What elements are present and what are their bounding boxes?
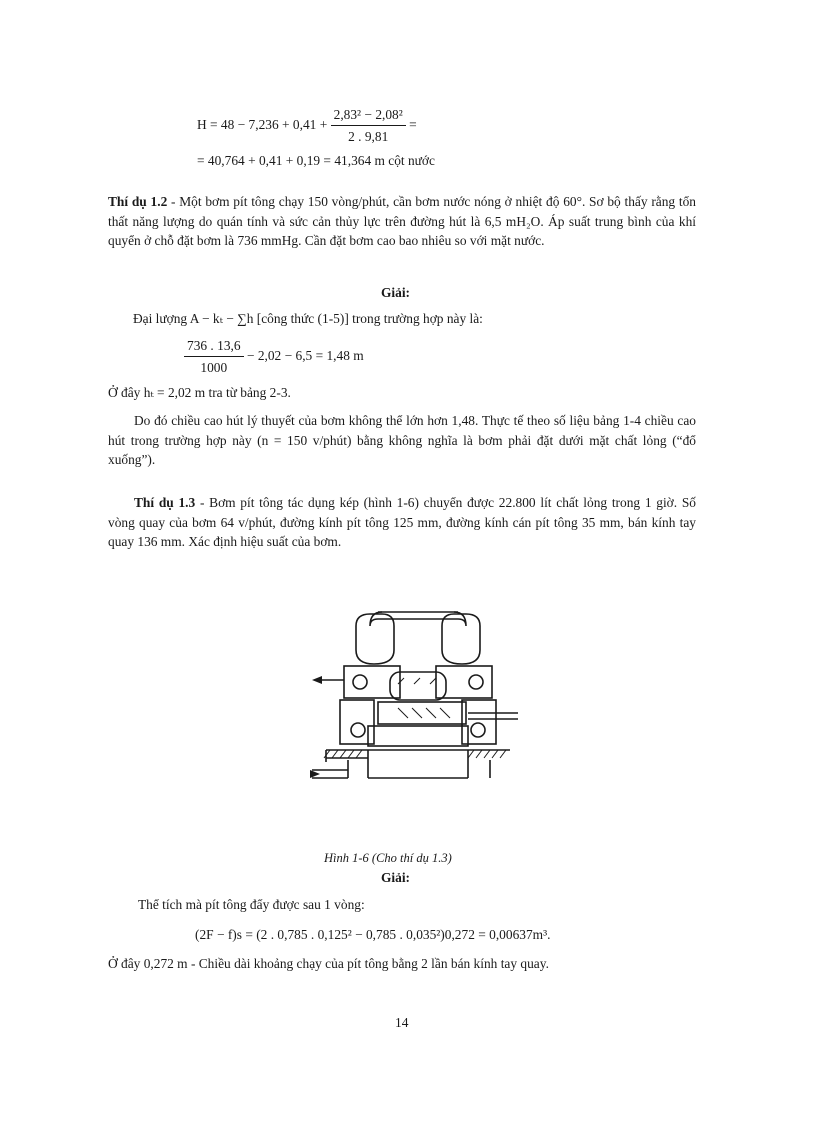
page-number: 14: [395, 1015, 409, 1030]
example-1-3-text: - Bơm pít tông tác dụng kép (hình 1-6) chuyển được 22.800 lít chất lỏng trong 1 giờ. Số vòng quay của bơm 64 v/phút, đường kính pít tông 125 mm, đường kính cán pít tông 35 mm, bán kính tay quay 136 mm. Xác định hiệu suất của bơm.: [108, 495, 696, 549]
example-1-2: [108, 192, 696, 251]
solution-heading-1: Giải:: [381, 285, 411, 300]
solution-heading-2: Giải:: [381, 870, 411, 885]
example-1-2-label: Thí dụ 1.2: [108, 194, 168, 209]
example-1-3-label: Thí dụ 1.3: [134, 495, 196, 510]
formula-h-numerator: 2,83² − 2,08²: [331, 106, 406, 126]
formula-a-rest: − 2,02 − 6,5 = 1,48 m: [246, 348, 364, 364]
conclusion: [108, 411, 696, 470]
formula-h-denominator: 2 . 9,81: [348, 129, 389, 144]
example-1-2-text: - Một bơm pít tông chạy 150 vòng/phút, cần bơm nước nóng ở nhiệt độ 60°. Sơ bộ thấy rằng tổn thất năng lượng do quán tính và sức cản thủy lực trên đường hút là 6,5 mH₂O. Áp suất trung bình của khí quyển ở chỗ đặt bơm là 736 mmHg. Cần đặt bơm cao bao nhiêu so với mặt nước.: [108, 194, 696, 248]
pump-diagram-icon: [308, 592, 528, 802]
example-1-3: [108, 493, 696, 552]
formula-h-lhs: H = 48 − 7,236 + 0,41 +: [197, 117, 328, 133]
stroke-note: Ở đây 0,272 m - Chiều dài khoảng chạy của pít tông bằng 2 lần bán kính tay quay.: [108, 956, 549, 971]
formula-h-equals: =: [409, 117, 417, 133]
formula-h: [197, 106, 417, 146]
here-ht-line: Ở đây hₜ = 2,02 m tra từ bảng 2-3.: [108, 385, 291, 400]
volume-line: Thể tích mà pít tông đẩy được sau 1 vòng:: [138, 897, 365, 912]
quantity-line: Đại lượng A − kₜ − ∑h [công thức (1-5)] trong trường hợp này là:: [133, 311, 483, 326]
conclusion-text: Do đó chiều cao hút lý thuyết của bơm không thể lớn hơn 1,48. Thực tế theo số liệu bảng 1-4 chiều cao hút trong trường hợp này (n = 150 v/phút) bằng không nghĩa là bơm phải đặt dưới mặt chất lỏng (“đổ xuống”).: [108, 413, 696, 467]
formula-a: [184, 337, 364, 377]
formula-a-fraction: [184, 337, 244, 377]
formula-h-result: = 40,764 + 0,41 + 0,19 = 41,364 m cột nước: [197, 153, 435, 168]
figure-caption: Hình 1-6 (Cho thí dụ 1.3): [324, 851, 452, 865]
formula-a-numerator: 736 . 13,6: [184, 337, 244, 357]
formula-h-fraction: [331, 106, 406, 146]
formula-volume: (2F − f)s = (2 . 0,785 . 0,125² − 0,785 . 0,035²)0,272 = 0,00637m³.: [195, 927, 551, 942]
formula-a-denominator: 1000: [200, 360, 228, 375]
